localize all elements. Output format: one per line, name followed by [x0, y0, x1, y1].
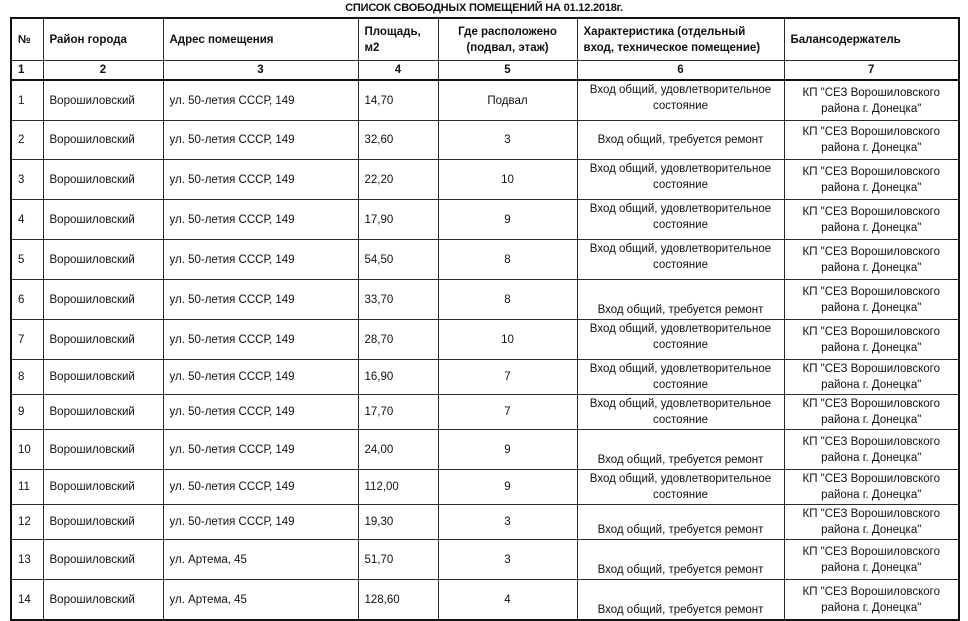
cell-location: 7 [438, 360, 577, 395]
col-header-holder: Балансодержатель [784, 18, 959, 61]
cell-no: 1 [11, 80, 43, 121]
cell-area: 16,90 [358, 360, 438, 395]
cell-area: 22,20 [358, 160, 438, 200]
cell-address: ул. 50-летия СССР, 149 [163, 395, 358, 430]
table-row [11, 540, 959, 580]
table-row [11, 470, 959, 505]
col-header-area: Площадь, м2 [358, 18, 438, 61]
cell-address: ул. Артема, 45 [163, 540, 358, 580]
cell-area: 51,70 [358, 540, 438, 580]
premises-table [10, 17, 960, 621]
table-row [11, 80, 959, 121]
col-number-3: 3 [163, 61, 358, 81]
cell-characteristic: Вход общий, требуется ремонт [577, 580, 784, 621]
col-number-2: 2 [43, 61, 163, 81]
table-row [11, 580, 959, 621]
cell-location: 7 [438, 395, 577, 430]
cell-district: Ворошиловский [43, 240, 163, 280]
cell-district: Ворошиловский [43, 200, 163, 240]
col-header-no: № [11, 18, 43, 61]
col-number-5: 5 [438, 61, 577, 81]
cell-district: Ворошиловский [43, 505, 163, 540]
cell-district: Ворошиловский [43, 320, 163, 360]
cell-address: ул. 50-летия СССР, 149 [163, 200, 358, 240]
cell-location: 8 [438, 280, 577, 320]
cell-holder: КП "СЕЗ Ворошиловского района г. Донецка" [784, 240, 959, 280]
cell-address: ул. 50-летия СССР, 149 [163, 280, 358, 320]
cell-district: Ворошиловский [43, 395, 163, 430]
table-row [11, 430, 959, 470]
col-header-location: Где расположено (подвал, этаж) [438, 18, 577, 61]
cell-characteristic: Вход общий, удовлетворительное состояние [577, 80, 784, 121]
cell-area: 128,60 [358, 580, 438, 621]
cell-location: Подвал [438, 80, 577, 121]
table-row [11, 121, 959, 160]
cell-address: ул. Артема, 45 [163, 580, 358, 621]
cell-location: 4 [438, 580, 577, 621]
cell-characteristic: Вход общий, требуется ремонт [577, 540, 784, 580]
cell-no: 12 [11, 505, 43, 540]
cell-characteristic: Вход общий, требуется ремонт [577, 505, 784, 540]
cell-no: 7 [11, 320, 43, 360]
cell-holder: КП "СЕЗ Ворошиловского района г. Донецка" [784, 200, 959, 240]
col-header-characteristic: Характеристика (отдельный вход, техническое помещение) [577, 18, 784, 61]
cell-holder: КП "СЕЗ Ворошиловского района г. Донецка" [784, 280, 959, 320]
col-header-address: Адрес помещения [163, 18, 358, 61]
cell-area: 33,70 [358, 280, 438, 320]
cell-address: ул. 50-летия СССР, 149 [163, 505, 358, 540]
cell-location: 9 [438, 200, 577, 240]
table-row [11, 240, 959, 280]
cell-holder: КП "СЕЗ Ворошиловского района г. Донецка" [784, 80, 959, 121]
cell-address: ул. 50-летия СССР, 149 [163, 121, 358, 160]
col-number-7: 7 [784, 61, 959, 81]
cell-location: 9 [438, 470, 577, 505]
cell-address: ул. 50-летия СССР, 149 [163, 360, 358, 395]
col-header-district: Район города [43, 18, 163, 61]
cell-holder: КП "СЕЗ Ворошиловского района г. Донецка" [784, 505, 959, 540]
column-number-row [11, 61, 959, 81]
cell-no: 6 [11, 280, 43, 320]
cell-holder: КП "СЕЗ Ворошиловского района г. Донецка" [784, 121, 959, 160]
cell-holder: КП "СЕЗ Ворошиловского района г. Донецка" [784, 470, 959, 505]
col-number-1: 1 [11, 61, 43, 81]
cell-characteristic: Вход общий, требуется ремонт [577, 280, 784, 320]
cell-district: Ворошиловский [43, 280, 163, 320]
cell-characteristic: Вход общий, удовлетворительное состояние [577, 160, 784, 200]
cell-area: 17,70 [358, 395, 438, 430]
cell-no: 10 [11, 430, 43, 470]
cell-holder: КП "СЕЗ Ворошиловского района г. Донецка" [784, 360, 959, 395]
cell-no: 4 [11, 200, 43, 240]
cell-area: 32,60 [358, 121, 438, 160]
cell-no: 13 [11, 540, 43, 580]
cell-characteristic: Вход общий, удовлетворительное состояние [577, 240, 784, 280]
cell-holder: КП "СЕЗ Ворошиловского района г. Донецка" [784, 160, 959, 200]
cell-no: 11 [11, 470, 43, 505]
cell-location: 3 [438, 121, 577, 160]
cell-holder: КП "СЕЗ Ворошиловского района г. Донецка" [784, 580, 959, 621]
cell-holder: КП "СЕЗ Ворошиловского района г. Донецка" [784, 430, 959, 470]
cell-district: Ворошиловский [43, 360, 163, 395]
cell-address: ул. 50-летия СССР, 149 [163, 430, 358, 470]
cell-address: ул. 50-летия СССР, 149 [163, 240, 358, 280]
cell-location: 3 [438, 505, 577, 540]
document-title: СПИСОК СВОБОДНЫХ ПОМЕЩЕНИЙ НА 01.12.2018г. [345, 2, 623, 14]
col-number-6: 6 [577, 61, 784, 81]
cell-no: 5 [11, 240, 43, 280]
cell-address: ул. 50-летия СССР, 149 [163, 470, 358, 505]
cell-district: Ворошиловский [43, 540, 163, 580]
cell-district: Ворошиловский [43, 80, 163, 121]
cell-location: 9 [438, 430, 577, 470]
cell-district: Ворошиловский [43, 121, 163, 160]
cell-area: 28,70 [358, 320, 438, 360]
table-row [11, 320, 959, 360]
cell-holder: КП "СЕЗ Ворошиловского района г. Донецка" [784, 540, 959, 580]
cell-district: Ворошиловский [43, 580, 163, 621]
table-row [11, 505, 959, 540]
cell-location: 3 [438, 540, 577, 580]
cell-no: 14 [11, 580, 43, 621]
col-number-4: 4 [358, 61, 438, 81]
table-row [11, 395, 959, 430]
cell-address: ул. 50-летия СССР, 149 [163, 320, 358, 360]
table-row [11, 280, 959, 320]
cell-address: ул. 50-летия СССР, 149 [163, 80, 358, 121]
cell-holder: КП "СЕЗ Ворошиловского района г. Донецка" [784, 395, 959, 430]
cell-district: Ворошиловский [43, 470, 163, 505]
cell-no: 3 [11, 160, 43, 200]
cell-area: 17,90 [358, 200, 438, 240]
cell-characteristic: Вход общий, удовлетворительное состояние [577, 395, 784, 430]
table-row [11, 360, 959, 395]
cell-no: 9 [11, 395, 43, 430]
cell-district: Ворошиловский [43, 430, 163, 470]
cell-address: ул. 50-летия СССР, 149 [163, 160, 358, 200]
table-row [11, 160, 959, 200]
cell-characteristic: Вход общий, требуется ремонт [577, 121, 784, 160]
cell-characteristic: Вход общий, удовлетворительное состояние [577, 470, 784, 505]
table-body [11, 80, 959, 620]
cell-area: 112,00 [358, 470, 438, 505]
cell-location: 8 [438, 240, 577, 280]
cell-location: 10 [438, 320, 577, 360]
cell-district: Ворошиловский [43, 160, 163, 200]
cell-no: 2 [11, 121, 43, 160]
header-row [11, 18, 959, 61]
table-row [11, 200, 959, 240]
cell-characteristic: Вход общий, удовлетворительное состояние [577, 360, 784, 395]
cell-area: 54,50 [358, 240, 438, 280]
cell-area: 24,00 [358, 430, 438, 470]
cell-characteristic: Вход общий, требуется ремонт [577, 430, 784, 470]
cell-characteristic: Вход общий, удовлетворительное состояние [577, 200, 784, 240]
cell-area: 14,70 [358, 80, 438, 121]
cell-characteristic: Вход общий, удовлетворительное состояние [577, 320, 784, 360]
cell-no: 8 [11, 360, 43, 395]
cell-holder: КП "СЕЗ Ворошиловского района г. Донецка" [784, 320, 959, 360]
cell-location: 10 [438, 160, 577, 200]
cell-area: 19,30 [358, 505, 438, 540]
